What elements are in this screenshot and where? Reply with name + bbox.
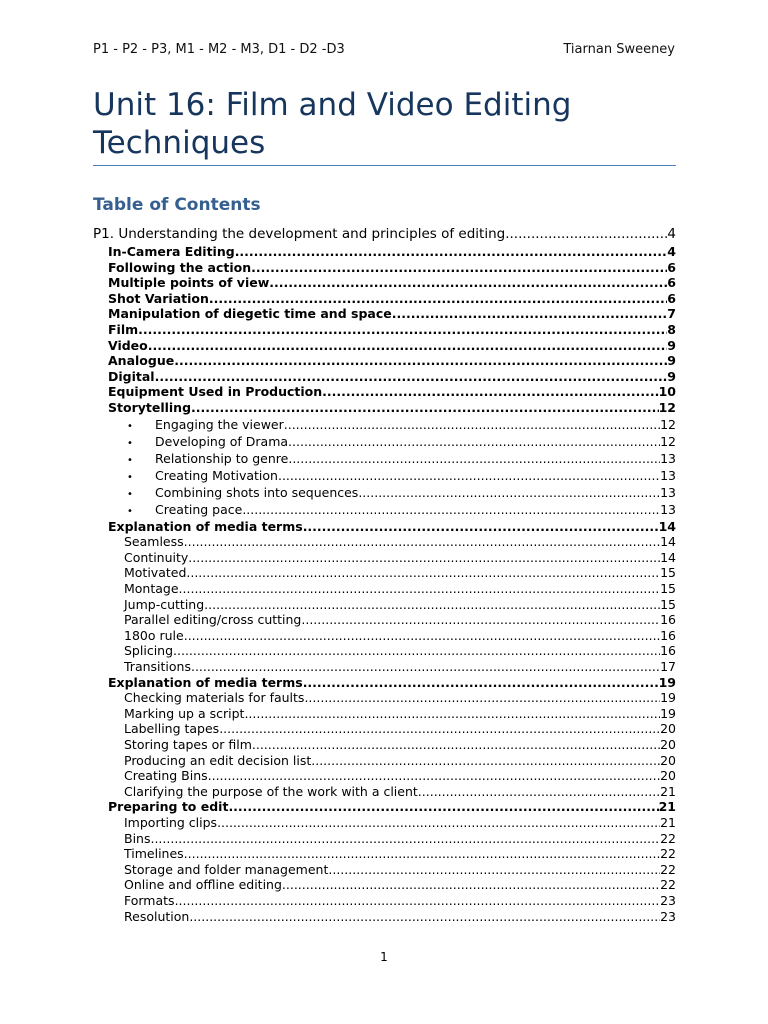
toc-entry[interactable] (93, 384, 676, 400)
toc-entry-text: Storytelling (108, 399, 192, 415)
toc-entry[interactable] (93, 753, 676, 769)
toc-entry-label (93, 225, 505, 244)
toc-leader-dots (303, 519, 659, 535)
toc-entry-text: Digital (108, 368, 155, 384)
toc-entry-label (108, 353, 174, 369)
toc-entry-page: 15 (660, 596, 676, 612)
toc-leader-dots (251, 260, 667, 276)
toc-leader-dots (191, 400, 659, 416)
toc-entry-page: 12 (660, 433, 676, 449)
toc-entry-label (124, 815, 217, 831)
toc-entry-page: 22 (660, 861, 676, 877)
toc-entry-page: 20 (660, 768, 676, 784)
page-header (93, 42, 675, 57)
toc-entry-label (124, 721, 219, 737)
toc-entry[interactable] (93, 690, 676, 706)
toc-entry-page: 4 (667, 226, 676, 242)
toc-entry-page: 19 (660, 690, 676, 706)
toc-entry-label (108, 244, 235, 260)
toc-leader-dots (174, 353, 667, 369)
toc-leader-dots (179, 581, 661, 597)
toc-entry-label (124, 484, 358, 501)
toc-leader-dots (217, 815, 660, 831)
toc-entry-page: 13 (660, 485, 676, 501)
toc-entry-page: 20 (660, 721, 676, 737)
bullet-icon: • (127, 454, 133, 466)
toc-entry[interactable] (93, 275, 676, 291)
toc-entry[interactable] (93, 306, 676, 322)
toc-entry[interactable] (93, 450, 676, 467)
toc-entry-label (108, 384, 322, 400)
toc-entry-page: 12 (658, 399, 676, 415)
toc-entry-text: Parallel editing/cross cutting (124, 612, 302, 628)
toc-leader-dots (278, 467, 660, 484)
toc-leader-dots (191, 659, 660, 675)
toc-entry-text: Transitions (124, 659, 191, 674)
toc-entry-label (108, 322, 138, 338)
toc-entry-label (124, 909, 189, 925)
toc-entry-label (124, 612, 301, 628)
toc-leader-dots (252, 737, 660, 753)
toc-entry-text: Resolution (124, 908, 190, 924)
toc-leader-dots (219, 721, 660, 737)
toc-entry-text: Video (108, 337, 148, 353)
toc-entry-page: 16 (660, 643, 676, 659)
toc-entry-label (108, 799, 228, 815)
header-author: Tiarnan Sweeney (563, 42, 675, 57)
toc-entry[interactable] (93, 893, 676, 909)
toc-entry[interactable] (93, 815, 676, 831)
toc-entry-text: Continuity (124, 549, 189, 565)
toc-entry-label (124, 534, 184, 550)
toc-entry-text: Analogue (108, 353, 175, 369)
toc-entry-page: 9 (667, 353, 676, 369)
toc-entry[interactable] (93, 909, 676, 925)
toc-entry-text: Relationship to genre (155, 450, 289, 466)
toc-entry-page: 23 (660, 892, 676, 908)
toc-entry[interactable] (93, 565, 676, 581)
toc-entry-text: Engaging the viewer (155, 416, 284, 432)
toc-entry[interactable] (93, 400, 676, 416)
toc-entry-label (108, 675, 303, 691)
toc-entry-page: 21 (660, 814, 676, 830)
toc-entry[interactable] (93, 501, 676, 518)
toc-entry[interactable] (93, 768, 676, 784)
toc-entry-page: 14 (660, 534, 676, 550)
toc-entry-page: 9 (667, 368, 676, 384)
toc-entry-page: 23 (660, 908, 676, 924)
toc-entry-label (124, 846, 184, 862)
toc-entry-page: 12 (660, 416, 676, 432)
toc-leader-dots (209, 291, 667, 307)
toc-entry-page: 9 (667, 337, 676, 353)
toc-entry-page: 7 (667, 306, 676, 322)
toc-leader-dots (392, 306, 668, 322)
toc-leader-dots (188, 550, 660, 566)
toc-leader-dots (189, 909, 660, 925)
toc-entry-text: Motivated (124, 565, 187, 581)
toc-leader-dots (148, 338, 668, 354)
toc-entry-text: Online and offline editing (124, 877, 282, 893)
toc-entry-page: 6 (667, 275, 676, 291)
toc-entry[interactable] (93, 369, 676, 385)
bullet-icon: • (127, 506, 133, 518)
toc-leader-dots (184, 628, 660, 644)
toc-entry[interactable] (93, 737, 676, 753)
toc-entry-text: Checking materials for faults (124, 690, 305, 706)
toc-entry-text: Following the action (108, 259, 252, 275)
toc-entry-label (124, 784, 418, 800)
toc-entry-text: Importing clips (124, 814, 218, 830)
toc-leader-dots (301, 612, 660, 628)
toc-entry-label (124, 831, 150, 847)
toc-entry-label (124, 565, 186, 581)
title-divider (93, 165, 676, 166)
toc-entry-label (124, 550, 188, 566)
toc-leader-dots (186, 565, 660, 581)
bullet-icon: • (127, 437, 133, 449)
toc-entry[interactable] (93, 597, 676, 613)
toc-entry-text: Combining shots into sequences (155, 485, 359, 501)
toc-entry-page: 6 (667, 259, 676, 275)
toc-entry-label (124, 737, 252, 753)
toc-leader-dots (204, 597, 660, 613)
toc-entry[interactable] (93, 353, 676, 369)
toc-entry-text: Timelines (124, 846, 184, 862)
toc-entry[interactable] (93, 721, 676, 737)
toc-entry-text: Developing of Drama (155, 433, 289, 449)
toc-entry-text: Explanation of media terms (108, 674, 303, 690)
toc-entry-page: 21 (660, 783, 676, 799)
toc-leader-dots (184, 846, 660, 862)
toc-entry-text: Preparing to edit (108, 799, 229, 815)
toc-entry-label (124, 768, 208, 784)
toc-entry-label (124, 643, 173, 659)
toc-entry[interactable] (93, 338, 676, 354)
toc-entry-text: Seamless (124, 534, 184, 550)
toc-entry-label (108, 400, 191, 416)
toc-entry-label (124, 597, 204, 613)
toc-entry-page: 20 (660, 752, 676, 768)
document-title: Unit 16: Film and Video Editing Techniques (93, 87, 572, 161)
toc-entry[interactable] (93, 244, 676, 260)
toc-leader-dots (138, 322, 667, 338)
toc-entry[interactable] (93, 784, 676, 800)
toc-entry[interactable] (93, 322, 676, 338)
toc-leader-dots (184, 534, 660, 550)
toc-entry-text: Storage and folder management (124, 861, 329, 877)
toc-entry[interactable] (93, 484, 676, 501)
toc-entry-label (108, 260, 251, 276)
toc-entry[interactable] (93, 260, 676, 276)
toc-entry[interactable] (93, 416, 676, 433)
toc-entry-label (124, 581, 179, 597)
toc-entry[interactable] (93, 433, 676, 450)
toc-entry[interactable] (93, 467, 676, 484)
toc-leader-dots (235, 244, 668, 260)
toc-entry-label (108, 369, 155, 385)
toc-leader-dots (208, 768, 660, 784)
toc-entry-page: 8 (667, 321, 676, 337)
toc-entry-text: Splicing (124, 643, 174, 659)
toc-leader-dots (311, 753, 660, 769)
toc-entry-page: 4 (667, 244, 676, 259)
toc-entry-page: 13 (660, 450, 676, 466)
toc-entry-page: 13 (660, 468, 676, 484)
toc-entry-text: P1. Understanding the development and principles of editing (93, 226, 506, 242)
toc-entry[interactable] (93, 831, 676, 847)
toc-leader-dots (175, 893, 661, 909)
toc-entry-page: 22 (660, 830, 676, 846)
toc-leader-dots (228, 799, 658, 815)
toc-entry-text: Film (108, 321, 139, 337)
toc-entry[interactable] (93, 581, 676, 597)
toc-entry-text: Labelling tapes (124, 721, 220, 737)
toc-entry-label (124, 450, 288, 467)
toc-entry-text: Creating Bins (124, 768, 208, 784)
toc-entry-page: 15 (660, 581, 676, 597)
toc-leader-dots (284, 416, 660, 433)
toc-entry-page: 17 (660, 659, 676, 674)
toc-leader-dots (304, 690, 660, 706)
toc-entry-label (108, 338, 148, 354)
toc-entry-page: 22 (660, 877, 676, 893)
toc-entry[interactable] (93, 534, 676, 550)
toc-entry-text: Formats (124, 892, 175, 908)
toc-entry-text: Marking up a script (124, 705, 245, 721)
toc-entry-page: 22 (660, 846, 676, 862)
toc-entry-label (124, 433, 288, 450)
toc-entry[interactable] (93, 799, 676, 815)
toc-entry-label (124, 862, 328, 878)
toc-entry[interactable] (93, 612, 676, 628)
toc-entry-page: 19 (660, 705, 676, 721)
toc-entry[interactable] (93, 225, 676, 244)
toc-entry-page: 14 (660, 549, 676, 565)
toc-entry-page: 15 (660, 565, 676, 581)
toc-entry-page: 16 (660, 627, 676, 643)
toc-entry-text: Equipment Used in Production (108, 384, 323, 400)
toc-leader-dots (288, 450, 660, 467)
table-of-contents (93, 225, 676, 924)
toc-leader-dots (282, 877, 660, 893)
header-units: P1 - P2 - P3, M1 - M2 - M3, D1 - D2 -D3 (93, 42, 345, 57)
toc-entry-label (124, 706, 244, 722)
toc-entry-label (124, 893, 175, 909)
toc-entry[interactable] (93, 877, 676, 893)
page-number: 1 (380, 950, 388, 964)
toc-entry-label (108, 275, 269, 291)
toc-entry[interactable] (93, 846, 676, 862)
toc-entry-text: Jump-cutting (124, 596, 205, 612)
toc-entry-text: In-Camera Editing (108, 244, 235, 259)
toc-leader-dots (269, 275, 667, 291)
toc-leader-dots (418, 784, 660, 800)
toc-entry-text: Bins (124, 830, 151, 846)
toc-entry-label (108, 306, 392, 322)
toc-entry-label (108, 519, 303, 535)
toc-entry-text: 180o rule (124, 627, 184, 643)
toc-entry-page: 16 (660, 612, 676, 628)
toc-entry-label (124, 690, 304, 706)
toc-entry[interactable] (93, 675, 676, 691)
toc-entry[interactable] (93, 862, 676, 878)
toc-entry-text: Shot Variation (108, 290, 209, 306)
toc-entry-text: Explanation of media terms (108, 518, 303, 534)
toc-entry-text: Creating pace (155, 502, 243, 518)
toc-entry[interactable] (93, 659, 676, 675)
toc-entry[interactable] (93, 519, 676, 535)
toc-entry-page: 20 (660, 736, 676, 752)
bullet-icon: • (127, 472, 133, 484)
toc-entry-text: Multiple points of view (108, 275, 270, 291)
toc-entry-page: 19 (658, 674, 676, 690)
toc-entry-label (124, 659, 191, 675)
toc-entry-page: 10 (658, 384, 676, 400)
toc-leader-dots (173, 643, 660, 659)
toc-leader-dots (288, 433, 660, 450)
toc-leader-dots (242, 501, 660, 518)
bullet-icon: • (127, 420, 133, 432)
toc-entry-text: Creating Motivation (155, 468, 278, 484)
toc-entry-text: Storing tapes or film (124, 736, 252, 752)
toc-entry-label (124, 467, 278, 484)
toc-entry[interactable] (93, 643, 676, 659)
toc-entry[interactable] (93, 291, 676, 307)
toc-entry-page: 14 (658, 518, 676, 534)
toc-entry[interactable] (93, 628, 676, 644)
toc-leader-dots (358, 484, 660, 501)
toc-entry-page: 6 (667, 290, 676, 306)
toc-leader-dots (322, 384, 658, 400)
toc-entry-label (124, 501, 242, 518)
toc-entry-text: Manipulation of diegetic time and space (108, 306, 392, 322)
toc-entry-text: Producing an edit decision list (124, 752, 312, 768)
toc-leader-dots (303, 675, 659, 691)
toc-leader-dots (328, 862, 660, 878)
toc-heading: Table of Contents (93, 195, 261, 215)
toc-entry-page: 21 (658, 799, 676, 815)
toc-entry[interactable] (93, 706, 676, 722)
toc-entry-label (124, 753, 311, 769)
toc-leader-dots (155, 369, 668, 385)
toc-entry-label (124, 416, 284, 433)
toc-entry-page: 13 (660, 502, 676, 518)
toc-entry-text: Clarifying the purpose of the work with a client (124, 783, 418, 799)
bullet-icon: • (127, 489, 133, 501)
toc-leader-dots (505, 225, 667, 244)
toc-entry-label (124, 877, 282, 893)
toc-entry-label (108, 291, 209, 307)
toc-entry-text: Montage (124, 581, 179, 597)
toc-entry-label (124, 628, 184, 644)
toc-entry[interactable] (93, 550, 676, 566)
toc-leader-dots (244, 706, 660, 722)
toc-leader-dots (150, 831, 660, 847)
